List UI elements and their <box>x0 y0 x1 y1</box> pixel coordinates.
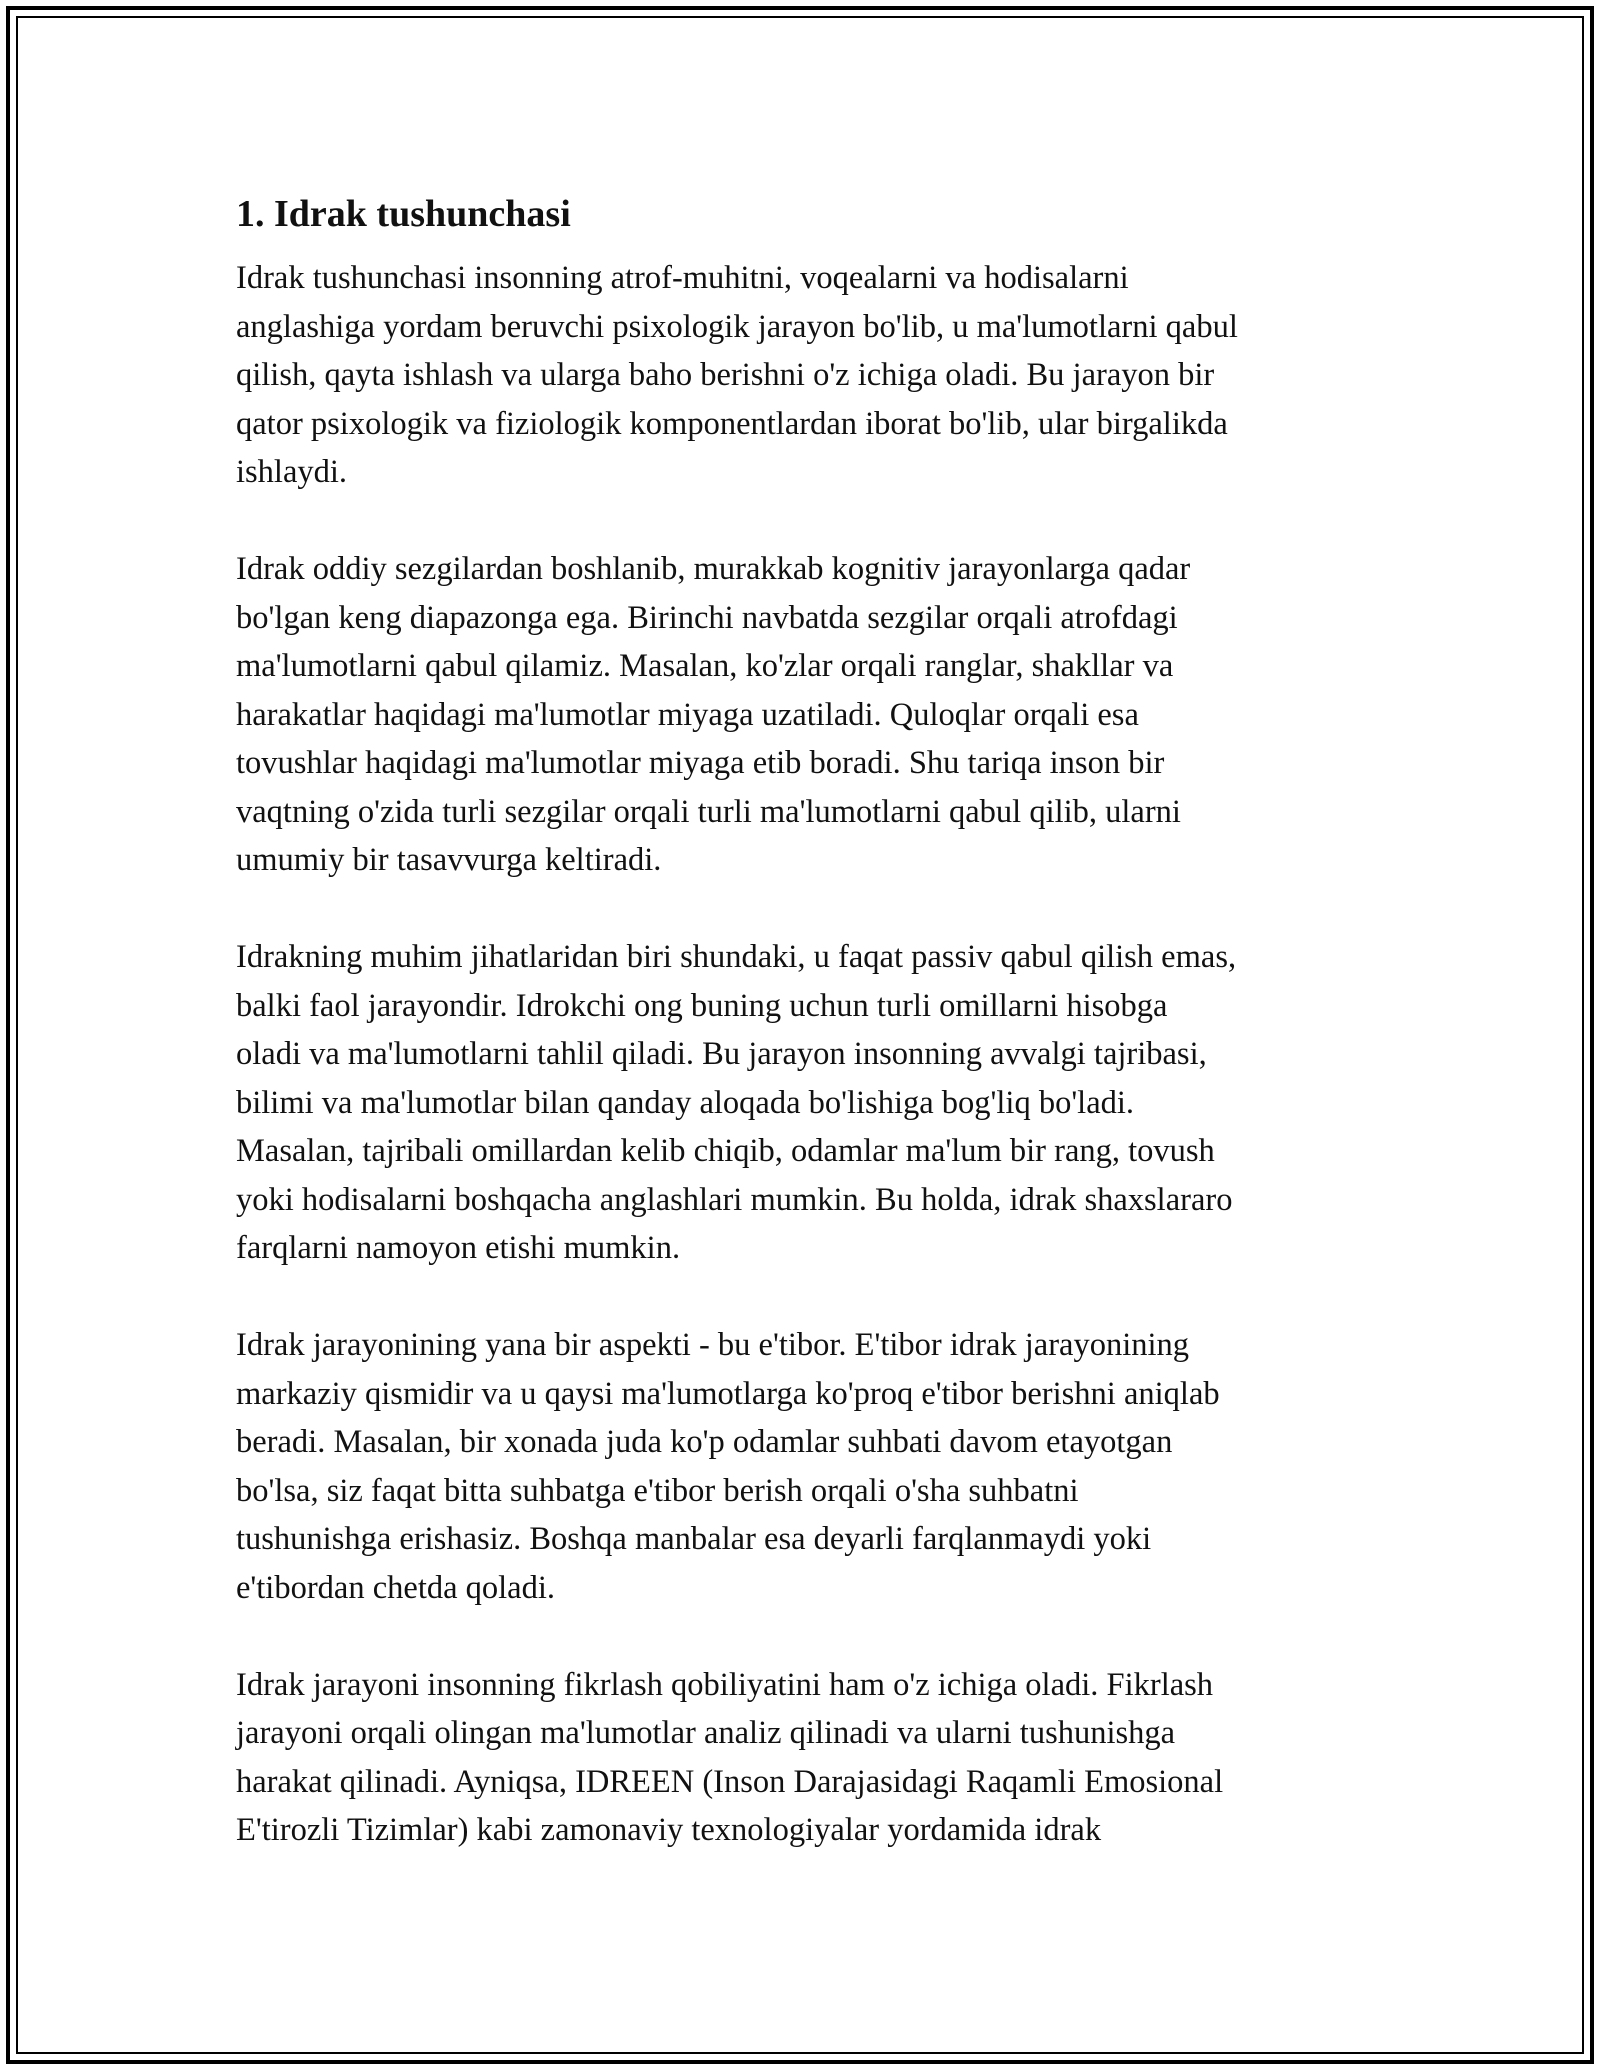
paragraph-4: Idrak jarayonining yana bir aspekti - bu e'tibor. E'tibor idrak jarayonining markaziy qismidir va u qaysi ma'lumotlarga ko'proq e'tibor berishni aniqlab beradi. Masalan, bir xonada juda ko'p odamlar suhbati davom etayotgan bo'lsa, siz faqat bitta suhbatga e'tibor berish orqali o'sha suhbatni tushunishga erishasiz. Boshqa manbalar esa deyarli farqlanmaydi yoki e'tibordan chetda qoladi. <box>236 1327 1220 1606</box>
paragraph-2: Idrak oddiy sezgilardan boshlanib, murakkab kognitiv jarayonlarga qadar bo'lgan keng diapazonga ega. Birinchi navbatda sezgilar orqali atrofdagi ma'lumotlarni qabul qilamiz. Masalan, ko'zlar orqali ranglar, shakllar va harakatlar haqidagi ma'lumotlar miyaga uzatiladi. Quloqlar orqali esa tovushlar haqidagi ma'lumotlar miyaga etib boradi. Shu tariqa inson bir vaqtning o'zida turli sezgilar orqali turli ma'lumotlarni qabul qilib, ularni umumiy bir tasavvurga keltiradi. <box>236 551 1191 878</box>
paragraph-1: Idrak tushunchasi insonning atrof-muhitni, voqealarni va hodisalarni anglashiga yordam beruvchi psixologik jarayon bo'lib, u ma'lumotlarni qabul qilish, qayta ishlash va ularga baho berishni o'z ichiga oladi. Bu jarayon bir qator psixologik va fiziologik komponentlardan iborat bo'lib, ular birgalikda ishlaydi. <box>236 260 1238 490</box>
paragraph-3: Idrakning muhim jihatlaridan biri shundaki, u faqat passiv qabul qilish emas, balki faol jarayondir. Idrokchi ong buning uchun turli omillarni hisobga oladi va ma'lumotlarni tahlil qiladi. Bu jarayon insonning avvalgi tajribasi, bilimi va ma'lumotlar bilan qanday aloqada bo'lishiga bog'liq bo'ladi. Masalan, tajribali omillardan kelib chiqib, odamlar ma'lum bir rang, tovush yoki hodisalarni boshqacha anglashlari mumkin. Bu holda, idrak shaxslararo farqlarni namoyon etishi mumkin. <box>236 939 1237 1266</box>
paragraph-5: Idrak jarayoni insonning fikrlash qobiliyatini ham o'z ichiga oladi. Fikrlash jarayoni orqali olingan ma'lumotlar analiz qilinadi va ularni tushunishga harakat qilinadi. Ayniqsa, IDREEN (Inson Darajasidagi Raqamli Emosional E'tirozli Tizimlar) kabi zamonaviy texnologiyalar yordamida idrak <box>236 1666 1224 1848</box>
document-body <box>236 186 1376 1855</box>
section-title: 1. Idrak tushunchasi <box>236 193 571 235</box>
